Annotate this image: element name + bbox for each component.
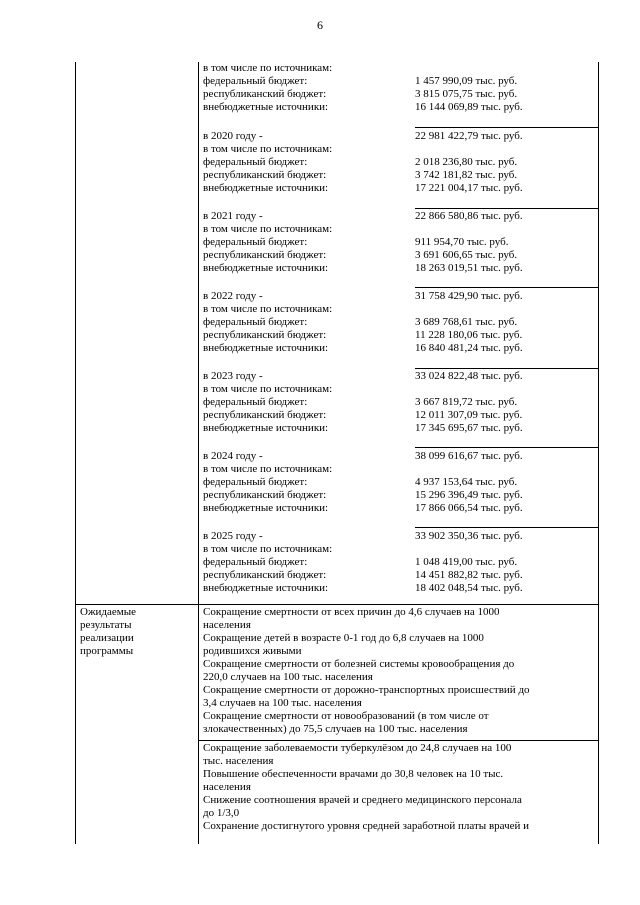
result-item: Сокращение смертности от болезней системы кровообращения до 220,0 случаев на 100 тыс. населения xyxy=(203,658,515,683)
result-item: Повышение обеспеченности врачами до 30,8 человек на 10 тыс. населения xyxy=(203,768,504,793)
result-item: Сокращение смертности от новообразований (в том числе от злокачественных) до 75,5 случаев на 100 тыс. населения xyxy=(203,710,489,735)
year-total: 31 758 429,90 тыс. руб. xyxy=(415,290,523,302)
republic-value: 11 228 180,06 тыс. руб. xyxy=(415,329,523,341)
result-item: Сокращение заболеваемости туберкулёзом до 24,8 случаев на 100 тыс. населения xyxy=(203,742,512,767)
year-block-2025: в 2025 году - 33 902 350,36 тыс. руб. в том числе по источникам: федеральный бюджет: 1 048 419,00 тыс. руб. республиканский бюджет: 14 451 882,82 тыс. руб. внебюджетные источники: 18 402 048,54 тыс. руб. xyxy=(203,530,523,594)
sources-label: в том числе по источникам: xyxy=(203,543,333,555)
year-total: 22 866 580,86 тыс. руб. xyxy=(415,210,523,222)
sources-label: в том числе по источникам: xyxy=(203,383,333,395)
page-number: 6 xyxy=(317,18,323,32)
year-rule-2023 xyxy=(415,368,599,369)
federal-value: 3 667 819,72 тыс. руб. xyxy=(415,396,518,408)
federal-value: 911 954,70 тыс. руб. xyxy=(415,236,509,248)
result-item: Сохранение достигнутого уровня средней заработной платы врачей и xyxy=(203,820,530,832)
year-label: в 2023 году - xyxy=(203,370,263,382)
year-rule-2022 xyxy=(415,287,599,288)
year-label: в 2025 году - xyxy=(203,530,263,542)
year-rule-2025 xyxy=(415,527,599,528)
republic-value: 15 296 396,49 тыс. руб. xyxy=(415,489,523,501)
result-item: Сокращение смертности от дорожно-транспортных происшествий до 3,4 случаев на 100 тыс. населения xyxy=(203,684,530,709)
year-label: в 2024 году - xyxy=(203,450,263,462)
results-section-label: Ожидаемые результаты реализации программы xyxy=(80,606,137,657)
table-left-border xyxy=(75,62,76,844)
results-inner-rule xyxy=(198,740,599,741)
year-total: 33 024 822,48 тыс. руб. xyxy=(415,370,523,382)
table-column-divider xyxy=(198,62,199,844)
result-item: Снижение соотношения врачей и среднего медицинского персонала до 1/3,0 xyxy=(203,794,522,819)
sources-label: в том числе по источникам: xyxy=(203,303,333,315)
year-rule-2024 xyxy=(415,447,599,448)
federal-value: 1 048 419,00 тыс. руб. xyxy=(415,556,518,568)
republic-value: 12 011 307,09 тыс. руб. xyxy=(415,409,523,421)
federal-value: 2 018 236,80 тыс. руб. xyxy=(415,156,518,168)
funding-line: в том числе по источникам: xyxy=(203,62,333,74)
funding-line: федеральный бюджет: 1 457 990,09 тыс. руб. xyxy=(203,75,518,87)
year-block-2023: в 2023 году - 33 024 822,48 тыс. руб. в том числе по источникам: федеральный бюджет: 3 667 819,72 тыс. руб. республиканский бюджет: 12 011 307,09 тыс. руб. внебюджетные источники: 17 345 695,67 тыс. руб. xyxy=(203,370,523,434)
extra-value: 18 263 019,51 тыс. руб. xyxy=(415,262,523,274)
extra-value: 18 402 048,54 тыс. руб. xyxy=(415,582,523,594)
year-label: в 2022 году - xyxy=(203,290,263,302)
result-item: Сокращение смертности от всех причин до 4,6 случаев на 1000 населения xyxy=(203,606,500,631)
sources-label: в том числе по источникам: xyxy=(203,463,333,475)
funding-line: внебюджетные источники: 16 144 069,89 тыс. руб. xyxy=(203,101,523,113)
extra-value: 17 345 695,67 тыс. руб. xyxy=(415,422,523,434)
year-rule-2020 xyxy=(415,127,599,128)
year-block-2021: в 2021 году - 22 866 580,86 тыс. руб. в том числе по источникам: федеральный бюджет: 911 954,70 тыс. руб. республиканский бюджет: 3 691 606,65 тыс. руб. внебюджетные источники: 18 263 019,51 тыс. руб. xyxy=(203,210,523,274)
extra-value: 17 866 066,54 тыс. руб. xyxy=(415,502,523,514)
results-list xyxy=(203,606,593,736)
year-total: 22 981 422,79 тыс. руб. xyxy=(415,130,523,142)
results-list-continued xyxy=(203,742,593,833)
funding-continuation xyxy=(203,62,598,114)
federal-value: 4 937 153,64 тыс. руб. xyxy=(415,476,518,488)
sources-label: в том числе по источникам: xyxy=(203,143,333,155)
result-item: Сокращение детей в возрасте 0-1 год до 6,8 случаев на 1000 родившихся живыми xyxy=(203,632,484,657)
extra-value: 17 221 004,17 тыс. руб. xyxy=(415,182,523,194)
sources-label: в том числе по источникам: xyxy=(203,223,333,235)
table-right-border xyxy=(598,62,599,844)
republic-value: 14 451 882,82 тыс. руб. xyxy=(415,569,523,581)
year-label: в 2021 году - xyxy=(203,210,263,222)
section-divider xyxy=(75,604,599,605)
year-total: 33 902 350,36 тыс. руб. xyxy=(415,530,523,542)
year-total: 38 099 616,67 тыс. руб. xyxy=(415,450,523,462)
year-block-2024: в 2024 году - 38 099 616,67 тыс. руб. в том числе по источникам: федеральный бюджет: 4 937 153,64 тыс. руб. республиканский бюджет: 15 296 396,49 тыс. руб. внебюджетные источники: 17 866 066,54 тыс. руб. xyxy=(203,450,523,514)
republic-value: 3 691 606,65 тыс. руб. xyxy=(415,249,518,261)
year-block-2020: в 2020 году - 22 981 422,79 тыс. руб. в том числе по источникам: федеральный бюджет: 2 018 236,80 тыс. руб. республиканский бюджет: 3 742 181,82 тыс. руб. внебюджетные источники: 17 221 004,17 тыс. руб. xyxy=(203,130,523,194)
year-label: в 2020 году - xyxy=(203,130,263,142)
funding-line: республиканский бюджет: 3 815 075,75 тыс. руб. xyxy=(203,88,518,100)
year-rule-2021 xyxy=(415,208,599,209)
extra-value: 16 840 481,24 тыс. руб. xyxy=(415,342,523,354)
federal-value: 3 689 768,61 тыс. руб. xyxy=(415,316,518,328)
year-block-2022: в 2022 году - 31 758 429,90 тыс. руб. в том числе по источникам: федеральный бюджет: 3 689 768,61 тыс. руб. республиканский бюджет: 11 228 180,06 тыс. руб. внебюджетные источники: 16 840 481,24 тыс. руб. xyxy=(203,290,523,354)
republic-value: 3 742 181,82 тыс. руб. xyxy=(415,169,518,181)
